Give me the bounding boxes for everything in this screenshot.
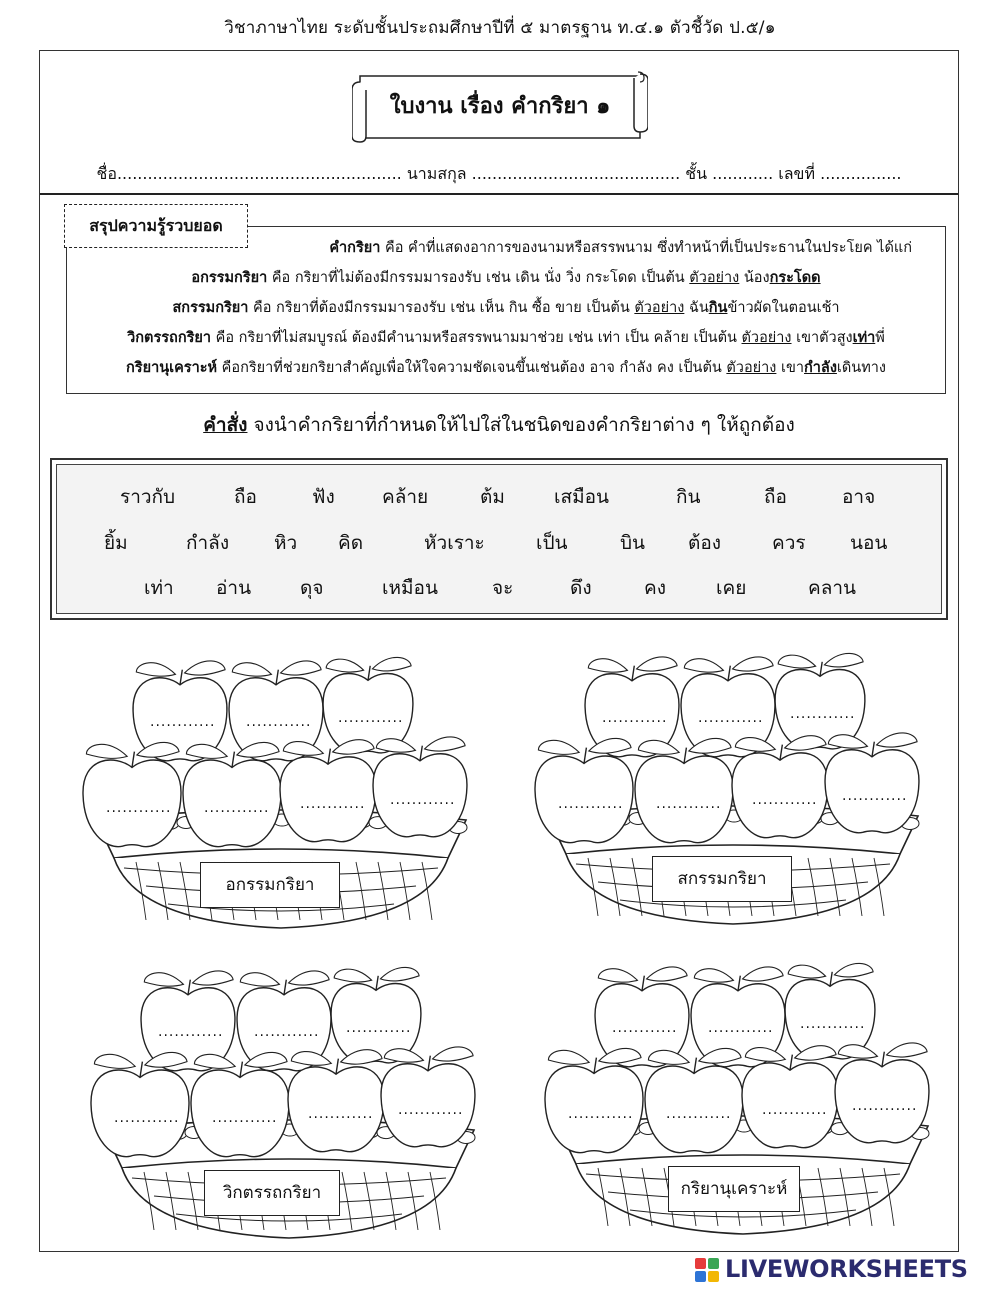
word-bank-item[interactable]: กำลัง — [186, 532, 230, 554]
answer-blank[interactable]: ............ — [698, 710, 764, 726]
subject-header: วิชาภาษาไทย ระดับชั้นประถมศึกษาปีที่ ๕ มาตรฐาน ท.๔.๑ ตัวชี้วัด ป.๕/๑ — [224, 18, 776, 38]
answer-blank[interactable]: ............ — [800, 1016, 866, 1032]
instruction-label: คำสั่ง — [203, 414, 248, 436]
basket-intransitive — [76, 640, 486, 930]
word-bank-item[interactable]: เท่า — [144, 577, 174, 599]
term-transitive: สกรรมกริยา — [172, 300, 249, 316]
answer-blank[interactable]: ............ — [246, 714, 312, 730]
answer-blank[interactable]: ............ — [300, 796, 366, 812]
answer-blank[interactable]: ............ — [254, 1024, 320, 1040]
word-bank-item[interactable]: คง — [644, 577, 666, 599]
answer-blank[interactable]: ............ — [752, 792, 818, 808]
word-bank-item[interactable]: ดุจ — [300, 577, 324, 599]
answer-blank[interactable]: ............ — [558, 796, 624, 812]
word-bank-item[interactable]: คล้าย — [382, 486, 429, 508]
apple-icon — [775, 653, 865, 749]
term-incomplete: วิกตรรถกริยา — [127, 330, 212, 346]
answer-blank[interactable]: ............ — [602, 710, 668, 726]
summary-line-incomplete: วิกตรรถกริยา คือ กริยาที่ไม่สมบูรณ์ ต้องมีคำนามหรือสรรพนามมาช่วย เช่น เท่า เป็น คล้าย เป็นต้น ตัวอย่าง เขาตัวสูงเท่าพี่ — [127, 330, 885, 346]
word-bank-item[interactable]: ถือ — [234, 486, 257, 508]
basket-transitive — [528, 636, 938, 926]
answer-blank[interactable]: ............ — [666, 1106, 732, 1122]
apple-icon — [585, 657, 679, 757]
answer-blank[interactable]: ............ — [204, 800, 270, 816]
answer-blank[interactable]: ............ — [106, 800, 172, 816]
word-bank-item[interactable]: กิน — [676, 486, 701, 508]
answer-blank[interactable]: ............ — [390, 792, 456, 808]
liveworksheets-logo — [695, 1255, 995, 1287]
word-bank-item[interactable]: ราวกับ — [120, 486, 176, 508]
word-bank-item[interactable]: คิด — [338, 532, 364, 554]
apple-icon — [331, 967, 421, 1063]
apple-icon — [323, 657, 413, 753]
summary-line-transitive: สกรรมกริยา คือ กริยาที่ต้องมีกรรมมารองรับ เช่น เห็น กิน ซื้อ ขาย เป็นต้น ตัวอย่าง ฉันกินข้าวผัดในตอนเช้า — [172, 300, 840, 316]
word-bank-item[interactable]: ฟัง — [312, 486, 335, 508]
word-row-3 — [52, 573, 950, 603]
instruction — [40, 410, 958, 440]
answer-blank[interactable]: ............ — [568, 1106, 634, 1122]
term-intransitive: อกรรมกริยา — [191, 270, 268, 286]
answer-blank[interactable]: ............ — [114, 1110, 180, 1126]
summary-line-auxiliary: กริยานุเคราะห์ คือกริยาที่ช่วยกริยาสำคัญเพื่อให้ใจความชัดเจนขึ้นเช่นต้อง อาจ กำลัง คง เป็นต้น ตัวอย่าง เขากำลังเดินทาง — [126, 360, 886, 376]
word-bank-item[interactable]: เคย — [716, 577, 747, 599]
instruction-text: จงนำคำกริยาที่กำหนดให้ไปใส่ในชนิดของคำกริยาต่าง ๆ ให้ถูกต้อง — [247, 414, 795, 436]
word-bank-item[interactable]: อ่าน — [216, 577, 252, 599]
answer-blank[interactable]: ............ — [790, 706, 856, 722]
term-verb: คำกริยา — [329, 240, 381, 256]
answer-blank[interactable]: ............ — [762, 1102, 828, 1118]
summary-line-verb — [66, 236, 946, 259]
summary-tag: สรุปความรู้รวบยอด — [64, 204, 248, 248]
basket-label: อกรรมกริยา — [200, 862, 340, 908]
word-bank-item[interactable]: อาจ — [842, 486, 876, 508]
answer-blank[interactable]: ............ — [158, 1024, 224, 1040]
title-scroll — [352, 70, 648, 144]
apple-icon — [785, 963, 875, 1059]
word-bank-item[interactable]: หัวเราะ — [424, 532, 485, 554]
word-bank-item[interactable]: ยิ้ม — [104, 532, 128, 554]
apple-icon — [133, 661, 227, 761]
word-bank-item[interactable]: ต้ม — [480, 486, 505, 508]
def-verb: คือ คำที่แสดงอาการของนามหรือสรรพนาม ซึ่งทำหน้าที่เป็นประธานในประโยค ได้แก่ — [380, 240, 912, 256]
answer-blank[interactable]: ............ — [150, 714, 216, 730]
answer-blank[interactable]: ............ — [708, 1020, 774, 1036]
word-bank-item[interactable]: ถือ — [764, 486, 787, 508]
basket-label: สกรรมกริยา — [652, 856, 792, 902]
worksheet-title: ใบงาน เรื่อง คำกริยา ๑ — [389, 94, 611, 119]
word-bank-item[interactable]: เหมือน — [382, 577, 438, 599]
brand-blocks-icon — [695, 1258, 721, 1284]
divider — [40, 193, 958, 195]
answer-blank[interactable]: ............ — [346, 1020, 412, 1036]
word-bank-item[interactable]: เป็น — [536, 532, 568, 554]
term-auxiliary: กริยานุเคราะห์ — [126, 360, 218, 376]
answer-blank[interactable]: ............ — [398, 1102, 464, 1118]
basket-label: กริยานุเคราะห์ — [668, 1166, 800, 1212]
apple-icon — [141, 971, 235, 1071]
word-bank-item[interactable]: นอน — [850, 532, 888, 554]
word-bank-item[interactable]: บิน — [620, 532, 646, 554]
word-bank-item[interactable]: ควร — [772, 532, 806, 554]
word-row-2 — [52, 528, 950, 558]
basket-auxiliary — [538, 946, 948, 1236]
student-info-line[interactable]: ชื่อ........................................................ นามสกุล ......................................... ชั้น ............ เลขที่ ................ — [96, 164, 902, 183]
answer-blank[interactable]: ............ — [656, 796, 722, 812]
basket-label: วิกตรรถกริยา — [204, 1170, 340, 1216]
word-bank-item[interactable]: จะ — [492, 577, 514, 599]
word-bank-item[interactable]: หิว — [274, 532, 298, 554]
apple-icon — [595, 967, 689, 1067]
basket-incomplete — [84, 950, 494, 1240]
word-bank — [50, 458, 948, 620]
word-bank-item[interactable]: คลาน — [808, 577, 857, 599]
word-bank-item[interactable]: ต้อง — [688, 532, 722, 554]
summary-line-intransitive: อกรรมกริยา คือ กริยาที่ไม่ต้องมีกรรมมารองรับ เช่น เดิน นั่ง วิ่ง กระโดด เป็นต้น ตัวอย่าง น้องกระโดด — [191, 270, 821, 286]
answer-blank[interactable]: ............ — [338, 710, 404, 726]
answer-blank[interactable]: ............ — [212, 1110, 278, 1126]
word-bank-item[interactable]: ดึง — [570, 577, 592, 599]
answer-blank[interactable]: ............ — [612, 1020, 678, 1036]
brand-name: LIVEWORKSHEETS — [725, 1255, 968, 1283]
answer-blank[interactable]: ............ — [842, 788, 908, 804]
word-row-1 — [52, 482, 950, 512]
answer-blank[interactable]: ............ — [308, 1106, 374, 1122]
word-bank-item[interactable]: เสมือน — [554, 486, 610, 508]
answer-blank[interactable]: ............ — [852, 1098, 918, 1114]
